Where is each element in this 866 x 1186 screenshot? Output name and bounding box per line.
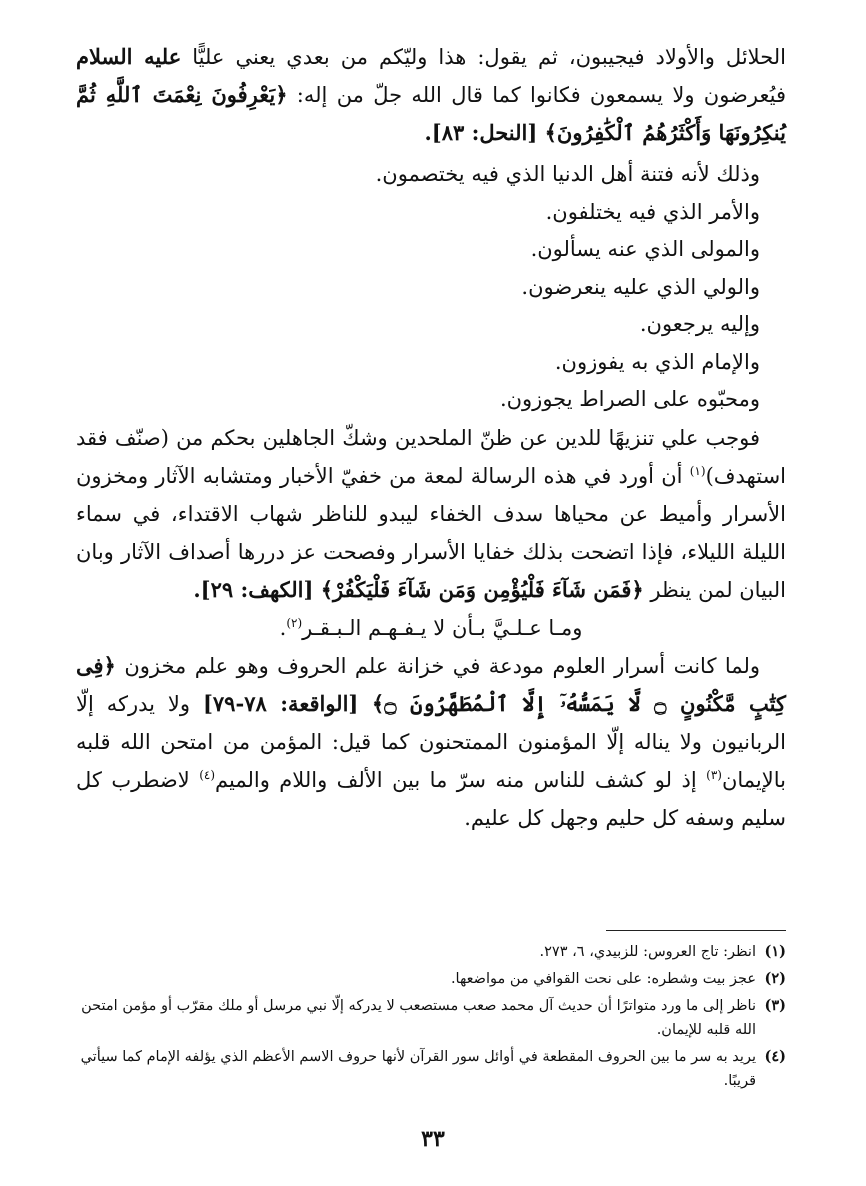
footnote-ref-1[interactable]: (١) [689, 463, 706, 478]
footnote-1: (١) انظر: تاج العروس: للزبيدي، ٦، ٢٧٣. [539, 943, 786, 960]
footnote-ref-3[interactable]: (٣) [706, 767, 722, 782]
footnote-divider [606, 930, 786, 931]
paragraph-2: فوجب علي تنزيهًا للدين عن ظنّ الملحدين وشكّ الجاهلين بحكم من (صنّف فقد استهدف)$^{(١)}$ أن أورد في هذه الرسالة لمعة من خفيّ الأخبار ومتشابه الآثار ومخزون الأسرار وأميط عن محياها سدف الخفاء ليبدو للناظر شهاب الاقتداء، في سماء الليلة الليلاء، فإذا اتضحت بذلك خفايا الأسرار وفصحت عز دررها أصداف الآثار وبان البيان لمن ينظر ﴿فَمَن شَآءَ فَلْيُؤْمِن وَمَن شَآءَ فَلْيَكْفُرْ﴾ [الكهف: ٢٩]. [76, 425, 786, 602]
paragraph-1: الحلائل والأولاد فيجيبون، ثم يقول: هذا وليّكم من بعدي يعني عليًّا عليه السلام فيُعرضون ولا يسمعون فكانوا كما قال الله جلّ من إله: ﴿يَعْرِفُونَ نِعْمَتَ ٱللَّهِ ثُمَّ يُنكِرُونَهَا وَأَكْثَرُهُمُ ٱلْكَٰفِرُونَ﴾ [النحل: ٨٣]. [76, 44, 786, 145]
verse-reference: [النحل: ٨٣]. [424, 120, 545, 145]
list-item: والمولى الذي عنه يسألون. [530, 237, 760, 261]
list-item: وذلك لأنه فتنة أهل الدنيا الذي فيه يختصمون. [375, 162, 760, 186]
main-text [76, 38, 786, 837]
page-number: ٣٣ [421, 1126, 445, 1152]
list-item: والإمام الذي به يفوزون. [554, 349, 760, 374]
quran-verse-nahl: ﴿يَعْرِفُونَ نِعْمَتَ ٱللَّهِ ثُمَّ يُنكِرُونَهَا وَأَكْثَرُهُمُ ٱلْكَٰفِرُونَ﴾ [76, 82, 786, 145]
list-item: والولي الذي عليه ينعرضون. [521, 274, 760, 299]
paragraph-3: ولما كانت أسرار العلوم مودعة في خزانة علم الحروف وهو علم مخزون ﴿فِى كِتَٰبٍ مَّكْنُونٍ ۝ لَّا يَمَسُّهُۥٓ إِلَّا ٱلْمُطَهَّرُونَ ۝﴾ [الواقعة: ٧٨-٧٩] ولا يدركه إلّا الربانيون ولا يناله إلّا المؤمنون الممتحنون كما قيل: المؤمن من امتحن الله قلبه بالإيمان$^{(٣)}$ إذ لو كشف للناس منه سرّ ما بين الألف واللام والميم$^{(٤)}$ لاضطرب كل سليم وسفه كل حليم وجهل كل عليم. [76, 652, 786, 830]
footnotes [76, 940, 786, 1096]
attribute-list [76, 156, 760, 419]
footnote-3: (٣) ناظر إلى ما ورد متواترًا أن حديث آل محمد صعب مستصعب لا يدركه إلّا نبي مرسل أو ملك مقرّب أو مؤمن امتحن الله قلبه للإيمان. [81, 997, 786, 1038]
footnote-4: (٤) يريد به سر ما بين الحروف المقطعة في أوائل سور القرآن لأنها حروف الاسم الأعظم الذي يؤلفه الإمام كما سيأتي قريبًا. [80, 1048, 786, 1089]
honorific-symbol: عليه السلام [76, 44, 182, 69]
quran-verse-kahf: ﴿فَمَن شَآءَ فَلْيُؤْمِن وَمَن شَآءَ فَلْيَكْفُرْ﴾ [320, 576, 644, 602]
verse-reference: [الكهف: ٢٩]. [193, 576, 321, 602]
poetry-verse: ومـا عـلـيَّ بـأن لا يـفـهـم الـبـقـر$^{(٢)}$. [279, 615, 583, 640]
footnote-2: (٢) عجز بيت وشطره: على نحت القوافي من مواضعها. [450, 970, 786, 987]
list-item: وإليه يرجعون. [639, 312, 760, 336]
list-item: والأمر الذي فيه يختلفون. [545, 199, 760, 224]
quran-verse-waqia: ﴿فِى كِتَٰبٍ مَّكْنُونٍ ۝ لَّا يَمَسُّهُۥٓ إِلَّا ٱلْمُطَهَّرُونَ ۝﴾ [76, 652, 786, 716]
list-item: ومحبّوه على الصراط يجوزون. [499, 387, 760, 411]
verse-reference: [الواقعة: ٧٨-٧٩] [202, 690, 372, 716]
footnote-ref-2[interactable]: (٢) [286, 615, 303, 630]
footnote-ref-4[interactable]: (٤) [199, 767, 216, 782]
